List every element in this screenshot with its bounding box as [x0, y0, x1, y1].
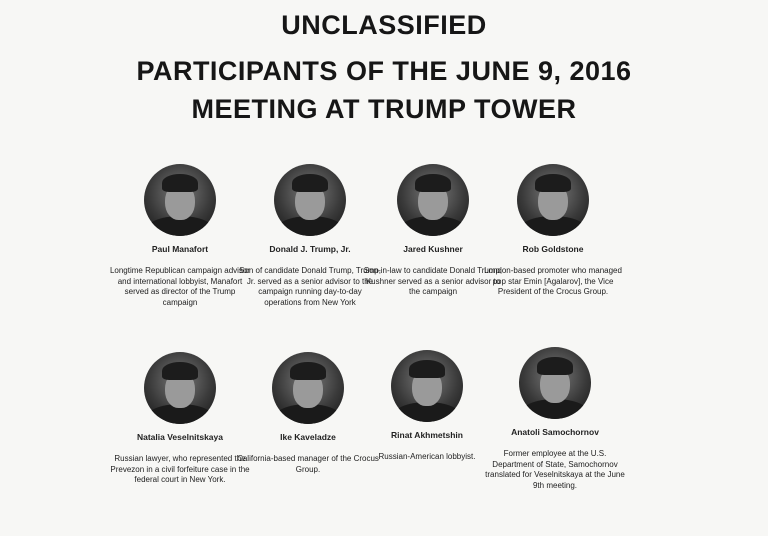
- participant-card-manafort: [105, 164, 255, 308]
- portrait-photo: [144, 164, 216, 236]
- participant-description: Russian lawyer, who represented the Prevezon in a civil forfeiture case in the federal court in New York.: [110, 454, 250, 484]
- portrait-photo: [517, 164, 589, 236]
- portrait-photo: [272, 352, 344, 424]
- portrait-photo: [519, 347, 591, 419]
- classification-banner: UNCLASSIFIED: [281, 10, 487, 40]
- participant-description: London-based promoter who managed pop star Emin [Agalarov], the Vice President of the Crocus Group.: [484, 266, 622, 296]
- participant-description: Son of candidate Donald Trump, Trump, Jr. served as a senior advisor to the campaign running day-to-day operations from New York: [239, 266, 381, 307]
- portrait-photo: [274, 164, 346, 236]
- participant-name: Natalia Veselnitskaya: [136, 432, 223, 442]
- participant-card-goldstone: [478, 164, 628, 298]
- participant-name: Anatoli Samochornov: [511, 427, 599, 437]
- portrait-photo: [144, 352, 216, 424]
- participant-name: Rinat Akhmetshin: [391, 430, 463, 440]
- portrait-photo: [391, 350, 463, 422]
- participant-card-samochornov: [480, 347, 630, 491]
- participant-description: Russian-American lobbyist.: [378, 452, 476, 461]
- participant-description: California-based manager of the Crocus Group.: [237, 454, 379, 474]
- portrait-photo: [397, 164, 469, 236]
- participant-description: Longtime Republican campaign advisor and international lobbyist, Manafort served as director of the Trump campaign: [109, 266, 251, 307]
- participant-name: Rob Goldstone: [522, 244, 584, 254]
- document-title-line-1: PARTICIPANTS OF THE JUNE 9, 2016: [136, 56, 632, 86]
- document-title-line-2: MEETING AT TRUMP TOWER: [191, 94, 577, 124]
- participant-description: Son-in-law to candidate Donald Trump, Kushner served as a senior advisor to the campaign: [363, 266, 503, 296]
- participant-description: Former employee at the U.S. Department of State, Samochornov translated for Veselnitskaya at the June 9th meeting.: [485, 449, 625, 490]
- participant-name: Paul Manafort: [151, 244, 209, 254]
- participant-name: Ike Kaveladze: [280, 432, 336, 442]
- participant-name: Donald J. Trump, Jr.: [269, 244, 351, 254]
- participant-name: Jared Kushner: [403, 244, 463, 254]
